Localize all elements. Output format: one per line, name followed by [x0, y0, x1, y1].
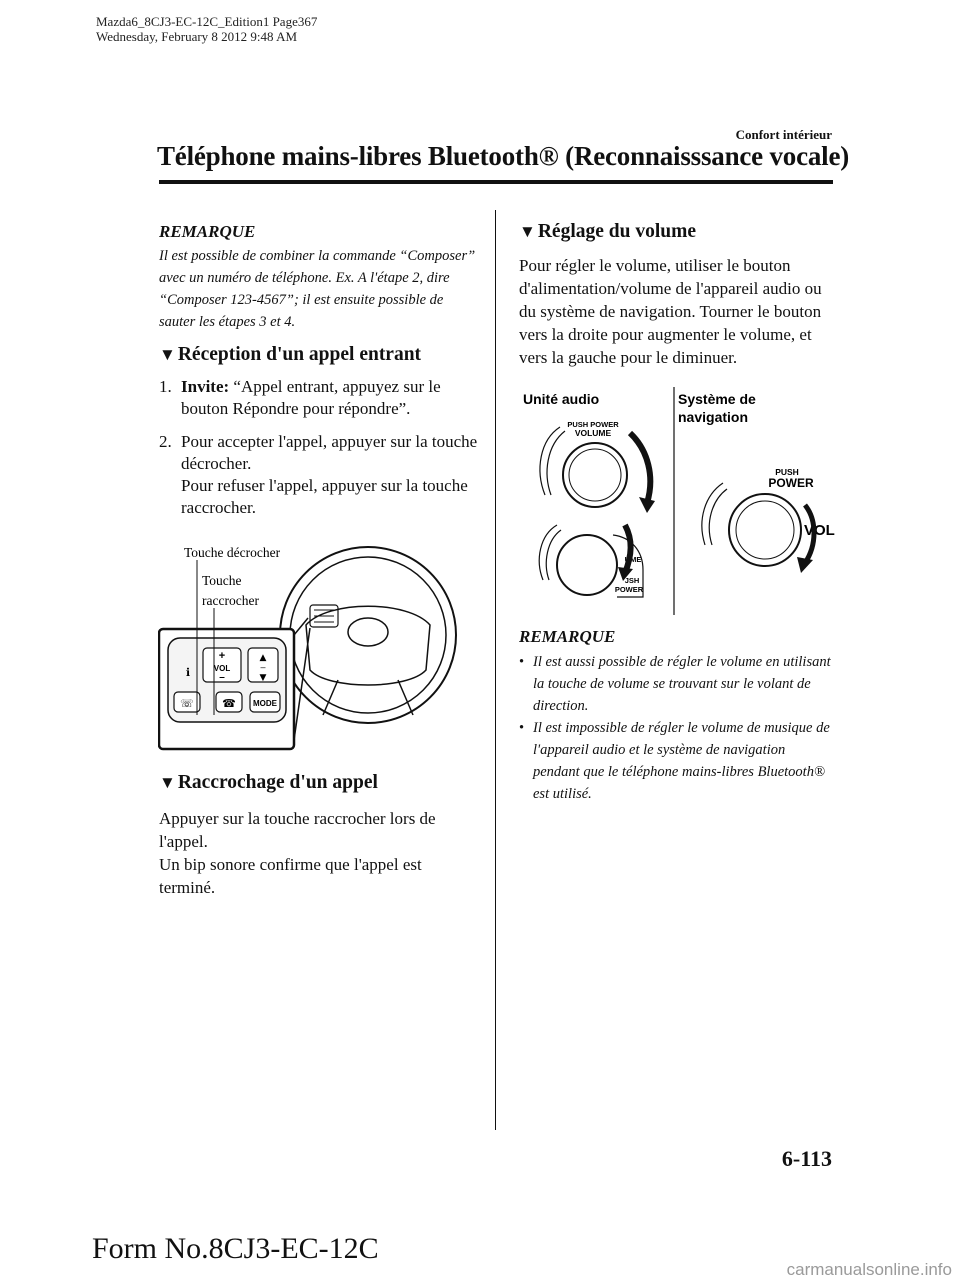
watermark: carmanualsonline.info	[786, 1260, 952, 1279]
step-text: Pour accepter l'appel, appuyer sur la touche décrocher.	[181, 432, 478, 473]
pickup-phone-icon: ☏	[180, 697, 194, 710]
push-power-text: PUSH POWER	[567, 420, 619, 429]
step-item	[159, 376, 484, 420]
page-title: Téléphone mains-libres Bluetooth® (Reconnaisssance vocale)	[157, 141, 850, 171]
step-text: Pour refuser l'appel, appuyer sur la touche raccrocher.	[181, 476, 468, 517]
audio-knob-top	[540, 420, 655, 513]
reception-steps	[159, 376, 484, 530]
column-divider	[495, 210, 496, 1130]
volume-plus-label: +	[218, 650, 226, 662]
pickup-label: Touche décrocher	[184, 545, 281, 560]
form-number: Form No.8CJ3-EC-12C	[92, 1232, 379, 1265]
voice-icon: ℹ	[185, 666, 191, 679]
triangle-down-icon: ▼	[519, 222, 536, 241]
volume-text: Pour régler le volume, utiliser le bouton d'alimentation/volume de l'appareil audio ou du système de navigation. Tourner le bouton vers la droite pour augmenter le volume, et vers la gauche pour le diminuer.	[519, 256, 822, 367]
hangup-text-line2: Un bip sonore confirme que l'appel est terminé.	[159, 855, 422, 897]
section-name: Confort intérieur	[735, 127, 832, 142]
power-text: POWER	[614, 585, 644, 594]
remarque-text: Il est possible de combiner la commande “Composer” avec un numéro de téléphone. Ex. A l'étape 2, dire “Composer 123-4567”; il est ensuite possible de sauter les étapes 3 et 4.	[159, 248, 476, 330]
mode-label: MODE	[253, 699, 277, 708]
vol-partial-text: VOL	[804, 522, 835, 539]
step-text: “Appel entrant, appuyez sur le bouton Répondre pour répondre”.	[181, 377, 441, 418]
page-number: 6-113	[781, 1146, 832, 1171]
remarque-title: REMARQUE	[159, 222, 256, 241]
remarque-list	[519, 651, 835, 805]
push-text: PUSH	[775, 467, 799, 477]
step-number: 2.	[159, 432, 172, 451]
hangup-label-line1: Touche	[202, 573, 242, 588]
nav-system-label-line2: navigation	[678, 409, 749, 425]
bullet-icon: •	[519, 654, 525, 670]
volume-knob-figure	[515, 385, 835, 620]
clockwise-arrow-icon	[797, 557, 813, 573]
volume-heading	[519, 221, 696, 243]
steering-wheel-figure	[158, 530, 488, 752]
remarque-block-right	[519, 627, 835, 805]
hangup-label-line2: raccrocher	[202, 593, 259, 608]
reception-heading	[159, 344, 421, 366]
hangup-heading	[159, 772, 378, 794]
power-text: POWER	[768, 476, 814, 490]
bullet-icon: •	[519, 720, 525, 736]
step-item	[159, 431, 484, 519]
triangle-down-icon: ▼	[159, 773, 176, 792]
steering-wheel-illustration	[280, 547, 456, 723]
hangup-phone-icon: ☎	[222, 697, 236, 710]
print-info-line1: Mazda6_8CJ3-EC-12C_Edition1 Page367	[96, 14, 318, 29]
hangup-text-line1: Appuyer sur la touche raccrocher lors de l'appel.	[159, 809, 436, 851]
volume-heading-text: Réglage du volume	[537, 221, 696, 242]
volume-label: VOL	[213, 664, 231, 673]
triangle-down-icon: ▼	[159, 345, 176, 364]
remarque-title: REMARQUE	[519, 627, 616, 646]
remarque-item-text: Il est impossible de régler le volume de musique de l'appareil audio et le système de navigation pendant que le téléphone mains-libres Bluetooth® est utilisé.	[533, 720, 830, 802]
seek-minus-label: –	[260, 662, 266, 672]
down-arrow-icon: ▼	[259, 673, 267, 683]
step-label: Invite:	[181, 377, 230, 396]
hangup-heading-text: Raccrochage d'un appel	[177, 772, 378, 793]
remarque-item-text: Il est aussi possible de régler le volume en utilisant la touche de volume se trouvant sur le volant de direction.	[533, 654, 831, 714]
header-rule	[159, 180, 833, 184]
jsh-text: JSH	[624, 576, 640, 585]
reception-heading-text: Réception d'un appel entrant	[177, 344, 422, 365]
ume-text: UME	[624, 555, 642, 564]
print-info-line2: Wednesday, February 8 2012 9:48 AM	[96, 29, 298, 44]
nav-system-label-line1: Système de	[678, 391, 756, 407]
remarque-item	[519, 717, 835, 805]
nav-knob	[702, 467, 835, 573]
up-arrow-icon: ▲	[259, 653, 267, 663]
audio-knob-bottom	[539, 525, 643, 597]
volume-minus-label: –	[219, 672, 225, 683]
hangup-text	[159, 807, 479, 899]
clockwise-arrow-icon	[639, 497, 655, 513]
remarque-block	[159, 222, 479, 333]
step-number: 1.	[159, 377, 172, 396]
print-info	[96, 14, 317, 44]
audio-unit-label: Unité audio	[523, 391, 600, 407]
remarque-item	[519, 651, 835, 717]
volume-text: VOLUME	[574, 428, 612, 438]
